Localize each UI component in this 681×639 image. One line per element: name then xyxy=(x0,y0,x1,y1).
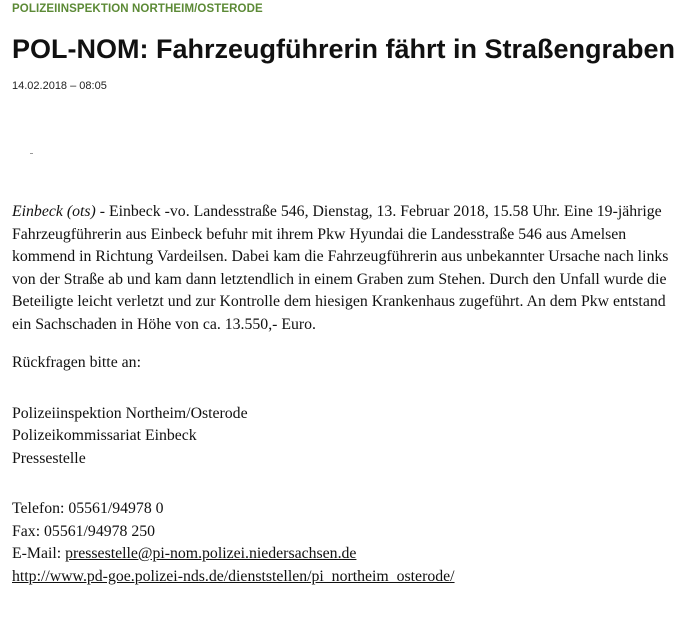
contact-email-line xyxy=(12,543,680,566)
page-title: POL-NOM: Fahrzeugführerin fährt in Straßengraben xyxy=(12,34,676,64)
contact-fax: Fax: 05561/94978 250 xyxy=(12,522,156,540)
dateline: Einbeck (ots) xyxy=(12,203,96,220)
contact-url-line xyxy=(12,566,680,589)
inquiries-text: Rückfragen bitte an: xyxy=(12,354,141,371)
email-label: E-Mail: xyxy=(12,545,66,562)
contact-unit: Polizeikommissariat Einbeck xyxy=(12,427,197,444)
contact-phone: Telefon: 05561/94978 0 xyxy=(12,500,164,517)
contact-dept: Pressestelle xyxy=(12,449,86,467)
email-link[interactable]: pressestelle@pi-nom.polizei.niedersachsen.de xyxy=(65,545,357,562)
website-link[interactable]: http://www.pd-goe.polizei-nds.de/dienststellen/pi_northeim_osterode/ xyxy=(12,567,455,585)
source-label: POLIZEIINSPEKTION NORTHEIM/OSTERODE xyxy=(12,3,263,15)
image-placeholder xyxy=(30,153,33,154)
lead-text: - Einbeck -vo. Landesstraße 546, Dienstag, 13. Februar 2018, 15.58 Uhr. Eine 19-jährige Fahrzeugführerin aus Einbeck befuhr mit ihrem Pkw Hyundai die Landesstraße 546 aus Amelsen kommend in Richtung Vardeilsen. Dabei kam die Fahrzeugführerin aus unbekannter Ursache nach links von der Straße ab und kam dann letztendlich in einem Graben zum Stehen. Durch den Unfall wurde die Beteiligte leicht verletzt und zur Kontrolle dem hiesigen Krankenhaus zugeführt. An dem Pkw entstand ein Sachschaden in Höhe von ca. 13.550,- Euro. xyxy=(12,203,669,333)
publish-date: 14.02.2018 – 08:05 xyxy=(12,80,107,92)
contact-org: Polizeiinspektion Northeim/Osterode xyxy=(12,404,248,422)
article-body xyxy=(12,201,680,588)
lead-paragraph xyxy=(12,201,680,336)
